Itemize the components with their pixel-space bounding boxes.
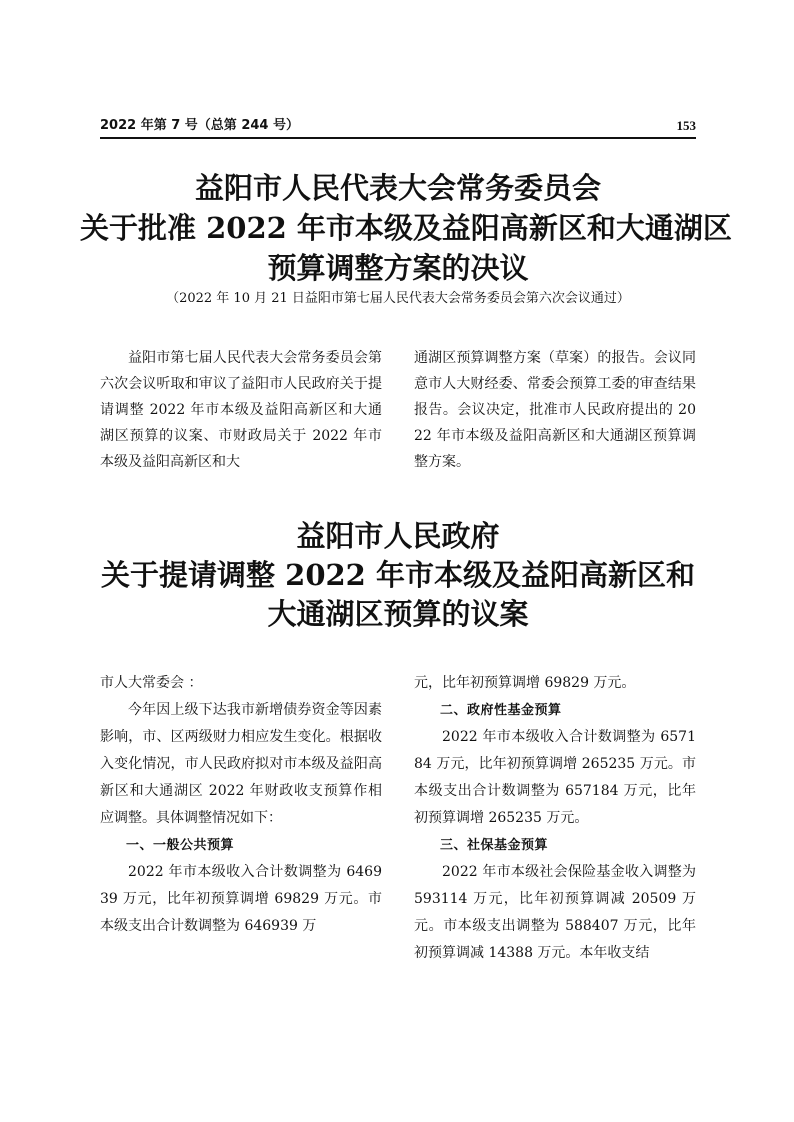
bill-title-line: 关于提请调整 2022 年市本级及益阳高新区和 [101,558,695,592]
section-heading-general-budget: 一、一般公共预算 [126,838,235,853]
section-text-fund-budget: 2022 年市本级收入合计数调整为 657184 万元，比年初预算调增 265235 万元。市本级支出合计数调整为 657184 万元，比年初预算调增 265235 万元。 [414,729,696,826]
bill-column-right [414,670,696,967]
resolution-body-col2: 通湖区预算调整方案（草案）的报告。会议同意市人大财经委、常委会预算工委的审查结果报告。会议决定，批准市人民政府提出的 2022 年市本级及益阳高新区和大通湖区预算调整方案。 [414,350,696,470]
bill-title-line: 大通湖区预算的议案 [267,597,529,631]
bill-intro: 今年因上级下达我市新增债券资金等因素影响，市、区两级财力相应发生变化。根据收入变化情况，市人民政府拟对市本级及益阳高新区和大通湖区 2022 年财政收支预算作相应调整。具体调整情况如下： [100,702,382,826]
resolution-title [80,168,732,288]
resolution-title-line: 益阳市人民代表大会常务委员会 [194,171,601,205]
section-heading-social-security-budget: 三、社保基金预算 [440,838,549,853]
resolution-title-line: 预算调整方案的决议 [267,251,529,285]
issue-label: 2022 年第 7 号（总第 244 号） [100,118,299,133]
resolution-title-line: 关于批准 2022 年市本级及益阳高新区和大通湖区 [80,211,732,245]
resolution-body-col1: 益阳市第七届人民代表大会常务委员会第六次会议听取和审议了益阳市人民政府关于提请调整 2022 年市本级及益阳高新区和大通湖区预算的议案、市财政局关于 2022 年市本级及益阳高新区和大 [100,350,382,470]
bill-title-line: 益阳市人民政府 [296,519,500,553]
section-text-general-budget-continued: 元，比年初预算调增 69829 万元。 [414,675,636,691]
section-text-general-budget: 2022 年市本级收入合计数调整为 646939 万元，比年初预算调增 69829 万元。市本级支出合计数调整为 646939 万 [100,864,382,934]
page-header [100,116,696,136]
resolution-subtitle: （2022 年 10 月 21 日益阳市第七届人民代表大会常务委员会第六次会议通过） [166,291,630,306]
section-heading-fund-budget: 二、政府性基金预算 [440,703,562,718]
bill-salutation: 市人大常委会 ： [100,675,203,691]
page-number: 153 [676,118,696,133]
section-text-social-security-budget: 2022 年市本级社会保险基金收入调整为 593114 万元，比年初预算调减 20509 万元。市本级支出调整为 588407 万元，比年初预算调减 14388 万元。本年收支结 [414,864,696,961]
bill-title [80,517,716,634]
bill-column-left [100,670,382,940]
header-rule [100,137,696,139]
